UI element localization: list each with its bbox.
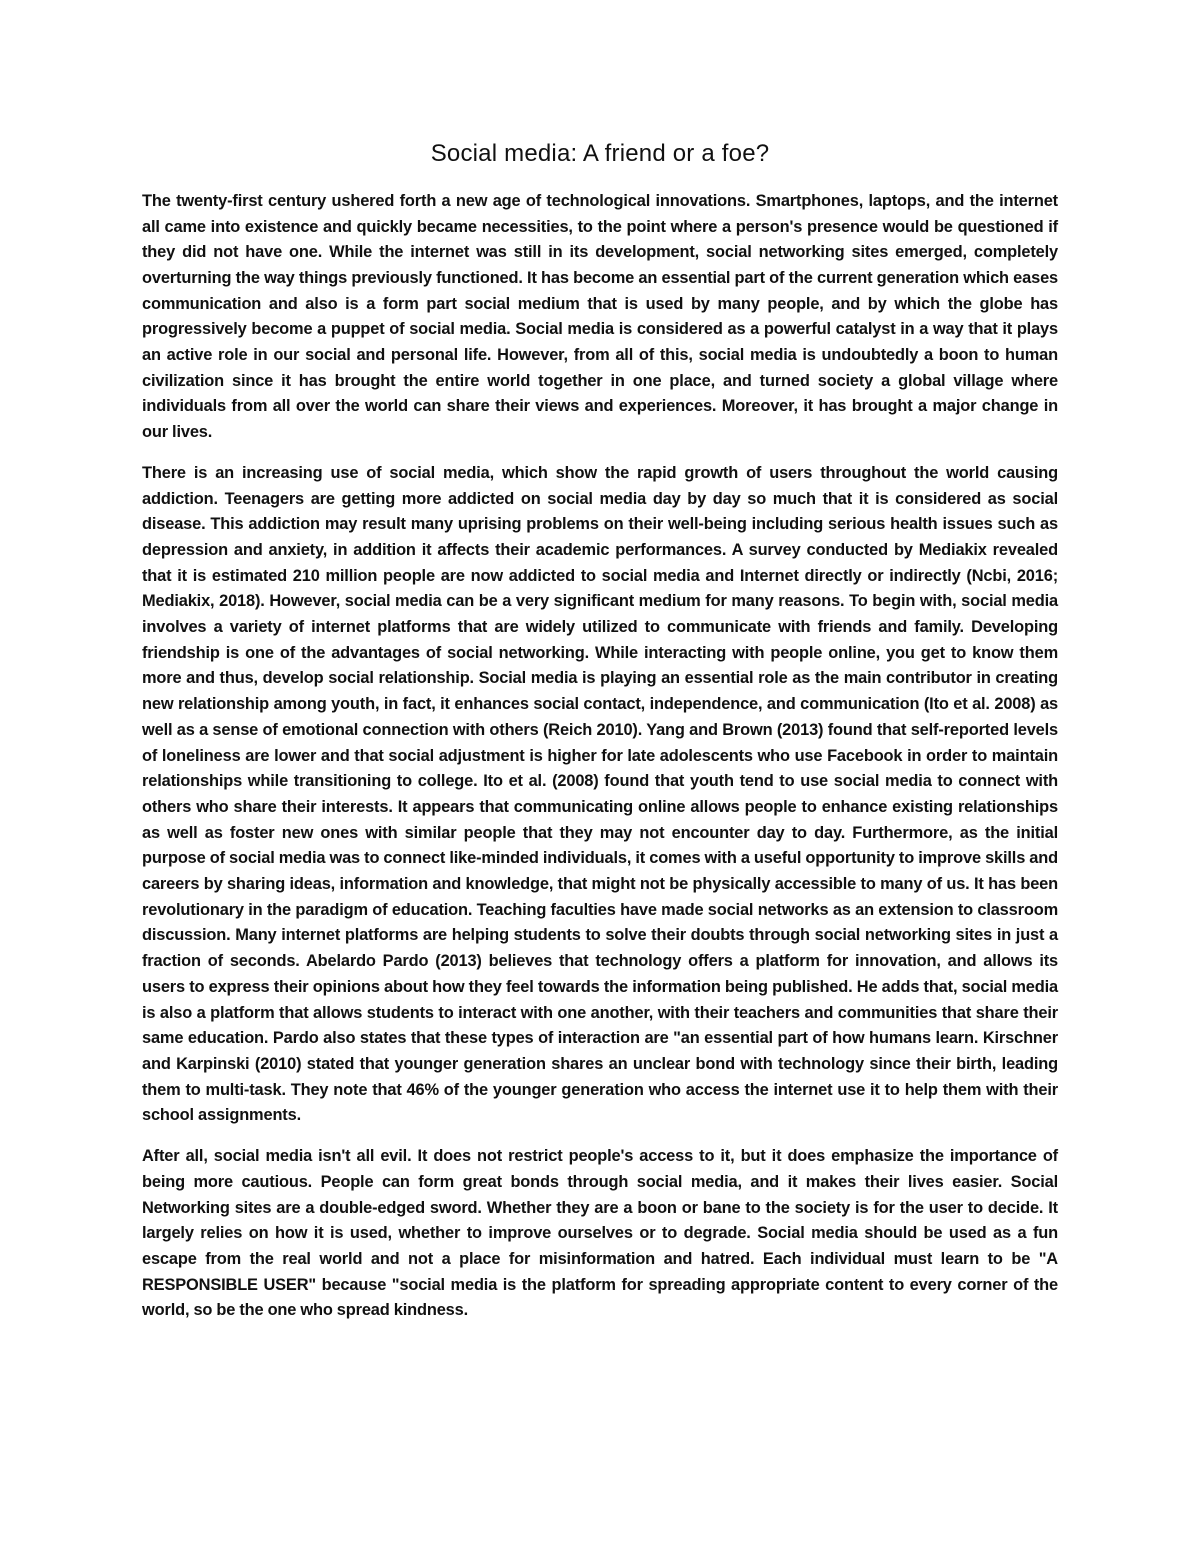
paragraph-body: There is an increasing use of social media, which show the rapid growth of users throughout the world causing addiction. Teenagers are getting more addicted on social media day by day so much that it is considered as social disease. This addiction may result many uprising problems on their well-being including serious health issues such as depression and anxiety, in addition it affects their academic performances. A survey conducted by Mediakix revealed that it is estimated 210 million people are now addicted to social media and Internet directly or indirectly (Ncbi, 2016; Mediakix, 2018). However, social media can be a very significant medium for many reasons. To begin with, social media involves a variety of internet platforms that are widely utilized to communicate with friends and family. Developing friendship is one of the advantages of social networking. While interacting with people online, you get to know them more and thus, develop social relationship. Social media is playing an essential role as the main contributor in creating new relationship among youth, in fact, it enhances social contact, independence, and communication (Ito et al. 2008) as well as a sense of emotional connection with others (Reich 2010). Yang and Brown (2013) found that self-reported levels of loneliness are lower and that social adjustment is higher for late adolescents who use Facebook in order to maintain relationships while transitioning to college. Ito et al. (2008) found that youth tend to use social media to connect with others who share their interests. It appears that communicating online allows people to enhance existing relationships as well as foster new ones with similar people that they may not encounter day to day. Furthermore, as the initial purpose of social media was to connect like-minded individuals, it comes with a useful opportunity to improve skills and careers by sharing ideas, information and knowledge, that might not be physically accessible to many of us. It has been revolutionary in the paradigm of education. Teaching faculties have made social networks as an extension to classroom discussion. Many internet platforms are helping students to solve their doubts through social networking sites in just a fraction of seconds. Abelardo Pardo (2013) believes that technology offers a platform for innovation, and allows its users to express their opinions about how they feel towards the information being published. He adds that, social media is also a platform that allows students to interact with one another, with their teachers and communities that share their same education. Pardo also states that these types of interaction are "an essential part of how humans learn. Kirschner and Karpinski (2010) stated that younger generation shares an unclear bond with technology since their birth, leading them to multi-task. They note that 46% of the younger generation who access the internet use it to help them with their school assignments. (142, 463, 1058, 1125)
document-page (142, 140, 1058, 1339)
page-title: Social media: A friend or a foe? (430, 140, 770, 167)
paragraph-intro: The twenty-first century ushered forth a new age of technological innovations. Smartphones, laptops, and the internet all came into existence and quickly became necessities, to the point where a person's presence would be questioned if they did not have one. While the internet was still in its development, social networking sites emerged, completely overturning the way things previously functioned. It has become an essential part of the current generation which eases communication and also is a form part social medium that is used by many people, and by which the globe has progressively become a puppet of social media. Social media is considered as a powerful catalyst in a way that it plays an active role in our social and personal life. However, from all of this, social media is undoubtedly a boon to human civilization since it has brought the entire world together in one place, and turned society a global village where individuals from all over the world can share their views and experiences. Moreover, it has brought a major change in our lives. (142, 191, 1058, 442)
paragraph-conclusion: After all, social media isn't all evil. It does not restrict people's access to it, but it does emphasize the importance of being more cautious. People can form great bonds through social media, and it makes their lives easier. Social Networking sites are a double-edged sword. Whether they are a boon or bane to the society is for the user to decide. It largely relies on how it is used, whether to improve ourselves or to degrade. Social media should be used as a fun escape from the real world and not a place for misinformation and hatred. Each individual must learn to be "A RESPONSIBLE USER" because "social media is the platform for spreading appropriate content to every corner of the world, so be the one who spread kindness. (142, 1147, 1058, 1320)
